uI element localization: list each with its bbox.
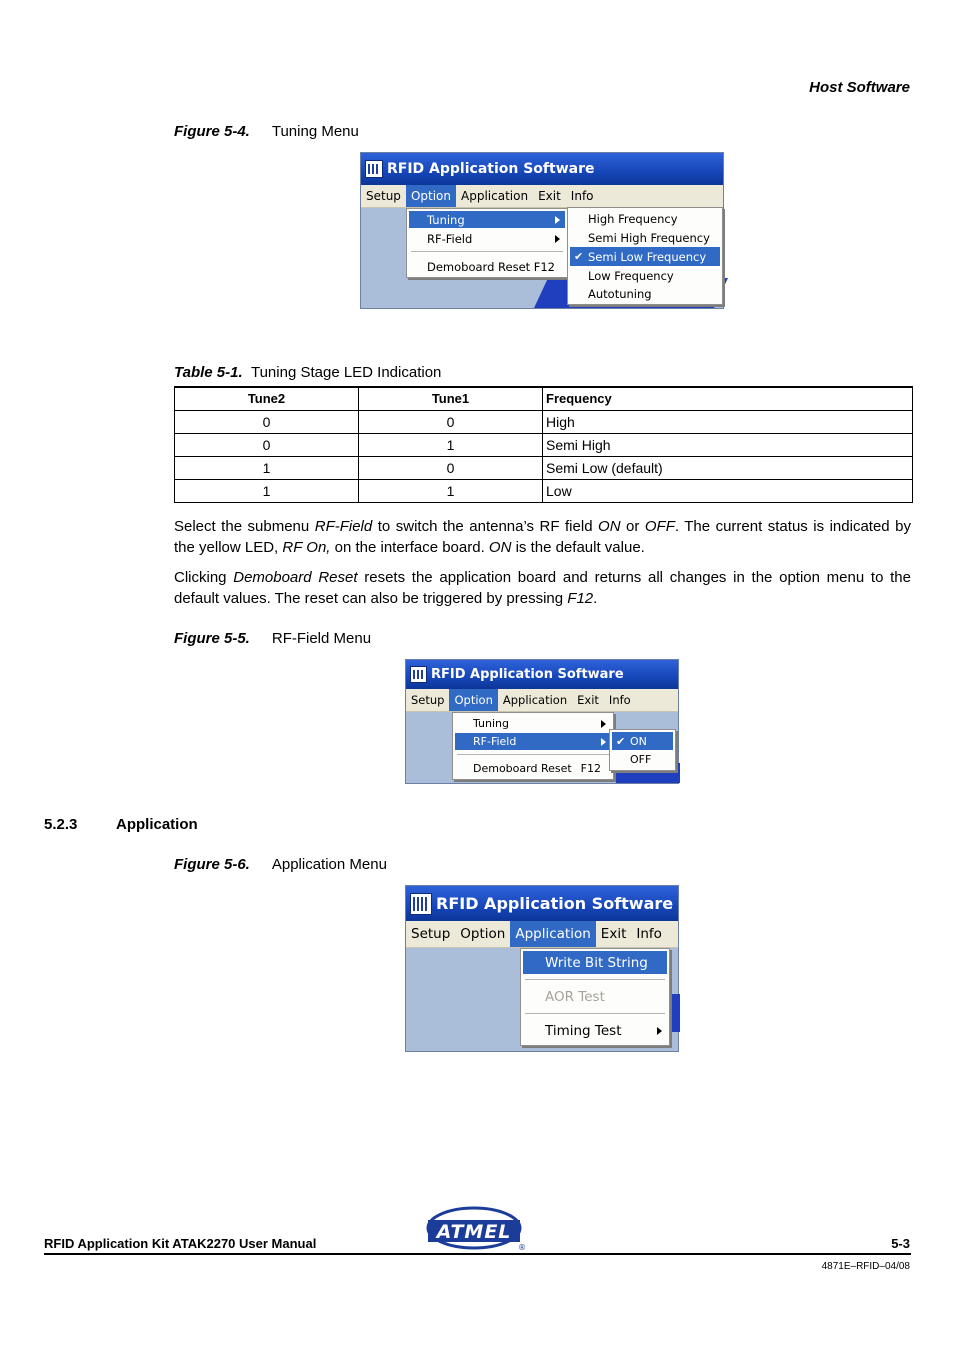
svg-text:ATMEL: ATMEL xyxy=(436,1221,512,1243)
column-header: Tune2 xyxy=(175,387,359,410)
menu-option[interactable]: Option xyxy=(406,185,456,207)
title-bar xyxy=(406,886,678,921)
menu-item-aor-test[interactable]: AOR Test xyxy=(545,988,605,1005)
tuning-submenu xyxy=(567,207,723,305)
table-title: Tuning Stage LED Indication xyxy=(250,364,442,381)
app-icon xyxy=(410,893,432,915)
submenu-semi-high-frequency[interactable]: Semi High Frequency xyxy=(588,230,710,245)
submenu-autotuning[interactable]: Autotuning xyxy=(588,287,652,301)
figure-label: Figure 5-4. xyxy=(174,123,250,140)
tuning-menu-screenshot xyxy=(360,152,724,309)
menu-info[interactable]: Info xyxy=(636,926,662,942)
window-title: RFID Application Software xyxy=(387,161,595,177)
table-caption xyxy=(174,364,441,381)
menu-application[interactable]: Application xyxy=(510,921,595,947)
window-title: RFID Application Software xyxy=(436,894,674,913)
table-label: Table 5-1. xyxy=(174,364,243,381)
section-number: 5.2.3 xyxy=(44,816,78,833)
section-title: Application xyxy=(116,816,198,833)
paragraph-demoboard-reset: Clicking Demoboard Reset resets the application board and returns all changes in the option menu to the default values. The reset can also be triggered by pressing F12. xyxy=(174,569,911,607)
menu-setup[interactable]: Setup xyxy=(411,693,445,707)
menu-item-tuning[interactable]: Tuning xyxy=(455,715,611,732)
figure-title: RF-Field Menu xyxy=(271,630,372,647)
menu-item-timing-test[interactable]: Timing Test xyxy=(523,1019,667,1042)
footer-manual-title: RFID Application Kit ATAK2270 User Manual xyxy=(44,1236,317,1251)
rf-field-submenu xyxy=(609,729,676,771)
submenu-off[interactable]: OFF xyxy=(630,752,652,766)
check-icon: ✔ xyxy=(574,250,584,263)
table-header-row xyxy=(175,387,913,410)
submenu-high-frequency[interactable]: High Frequency xyxy=(588,212,678,226)
menu-item-rf-field[interactable]: RF-Field xyxy=(455,733,611,750)
menu-exit[interactable]: Exit xyxy=(538,189,561,203)
figure-caption xyxy=(174,123,359,140)
menu-bar xyxy=(406,689,678,712)
menu-bar xyxy=(406,921,678,948)
option-dropdown xyxy=(406,208,568,278)
check-icon: ✔ xyxy=(616,734,626,748)
table-row: 1 1 Low xyxy=(175,479,913,502)
submenu-semi-low-frequency[interactable]: ✔ Semi Low Frequency xyxy=(570,247,720,266)
menu-separator xyxy=(525,979,665,981)
table-row: 1 0 Semi Low (default) xyxy=(175,456,913,479)
figure-label: Figure 5-5. xyxy=(174,630,250,647)
menu-item-rf-field[interactable]: RF-Field xyxy=(409,230,565,247)
column-header: Tune1 xyxy=(359,387,543,410)
menu-setup[interactable]: Setup xyxy=(411,926,451,942)
menu-separator xyxy=(525,1013,665,1015)
menu-separator xyxy=(457,754,609,756)
menu-item-tuning[interactable]: Tuning xyxy=(409,211,565,228)
app-icon xyxy=(365,160,383,178)
menu-info[interactable]: Info xyxy=(608,693,631,707)
figure-caption xyxy=(174,856,387,873)
atmel-logo xyxy=(424,1204,524,1252)
application-dropdown xyxy=(520,948,670,1046)
svg-text:®: ® xyxy=(518,1243,526,1252)
menu-separator xyxy=(411,251,563,253)
document-id: 4871E–RFID–04/08 xyxy=(821,1261,910,1272)
app-icon xyxy=(410,666,427,683)
title-bar xyxy=(406,660,678,689)
running-header: Host Software xyxy=(809,79,910,96)
tuning-led-table xyxy=(174,386,913,503)
figure-title: Tuning Menu xyxy=(271,123,359,140)
atmel-logo-icon xyxy=(424,1204,524,1252)
table-row: 0 0 High xyxy=(175,410,913,433)
footer-rule xyxy=(44,1253,911,1255)
menu-option[interactable]: Option xyxy=(460,926,506,942)
table-row: 0 1 Semi High xyxy=(175,433,913,456)
menu-application[interactable]: Application xyxy=(502,693,568,707)
window-title: RFID Application Software xyxy=(431,667,624,682)
paragraph-rf-field: Select the submenu RF-Field to switch the antenna’s RF field ON or OFF. The current status is indicated by the yellow LED, RF On, on the interface board. ON is the default value. xyxy=(174,518,911,556)
menu-item-write-bit-string[interactable]: Write Bit String xyxy=(523,951,667,974)
figure-label: Figure 5-6. xyxy=(174,856,250,873)
menu-application[interactable]: Application xyxy=(461,189,529,203)
menu-item-demoboard-reset[interactable]: Demoboard Reset F12 xyxy=(427,259,555,274)
figure-title: Application Menu xyxy=(271,856,387,873)
menu-bar xyxy=(361,185,723,208)
option-dropdown xyxy=(452,712,614,780)
menu-exit[interactable]: Exit xyxy=(600,926,627,942)
title-bar xyxy=(361,153,723,185)
column-header: Frequency xyxy=(543,387,913,410)
rf-field-menu-screenshot xyxy=(405,659,679,784)
page-number: 5-3 xyxy=(891,1236,910,1251)
menu-info[interactable]: Info xyxy=(570,189,594,203)
menu-item-demoboard-reset[interactable]: Demoboard Reset F12 xyxy=(473,762,601,775)
figure-caption xyxy=(174,630,371,647)
submenu-low-frequency[interactable]: Low Frequency xyxy=(588,268,674,283)
submenu-on[interactable]: ✔ ON xyxy=(612,732,673,750)
menu-exit[interactable]: Exit xyxy=(577,693,599,707)
application-menu-screenshot xyxy=(405,885,679,1052)
menu-setup[interactable]: Setup xyxy=(366,189,401,203)
menu-option[interactable]: Option xyxy=(449,689,497,711)
